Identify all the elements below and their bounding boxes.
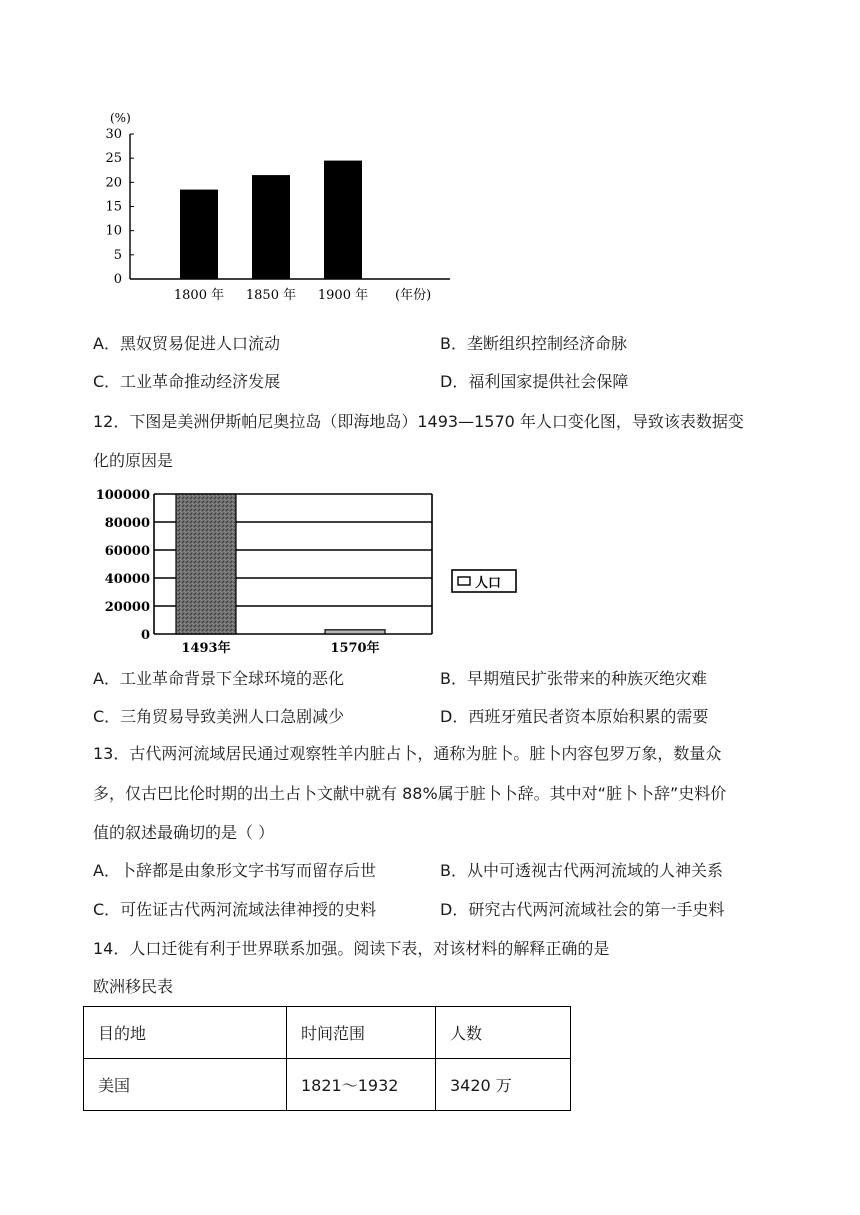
y-tick-label: 20000 [104,600,150,615]
table-row [84,1059,571,1111]
y-tick-label: 100000 [95,488,150,503]
bars [176,494,385,634]
bar [176,494,236,634]
y-tick-label: 10 [105,223,122,239]
y-tick-label: 0 [140,628,150,643]
x-tick-label: 1493年 [181,641,231,656]
x-tick-label: 1570年 [330,641,380,656]
x-unit-label: (年份) [395,288,432,303]
bar [324,161,362,279]
legend-label: 人口 [475,576,502,591]
bar [252,175,290,279]
x-axis-labels [174,287,368,303]
q13-option-a: A．卜辞都是由象形文字书写而留存后世 [93,861,376,880]
table-cell: 3420 万 [436,1059,571,1111]
y-tick-label: 30 [105,127,122,142]
y-tick-label: 15 [105,199,122,215]
table-header-cell: 目的地 [84,1007,287,1059]
table-cell: 1821～1932 [287,1059,436,1111]
q13-stem-line2: 多，仅古巴比伦时期的出土占卜文献中就有 88%属于脏卜卜辞。其中对“脏卜卜辞”史料价 [93,784,727,803]
y-tick-label: 5 [113,247,122,263]
q13-option-c: C．可佐证古代两河流域法律神授的史料 [93,900,377,919]
table-header-row [84,1007,571,1059]
q12-stem-line1: 12．下图是美洲伊斯帕尼奥拉岛（即海地岛）1493—1570 年人口变化图，导致该表数据变 [93,412,744,431]
q12-option-a: A．工业革命背景下全球环境的恶化 [93,669,344,688]
q11-option-c: C．工业革命推动经济发展 [93,372,281,391]
legend [452,570,516,592]
bars [180,161,362,279]
q13-option-d: D．研究古代两河流域社会的第一手史料 [440,900,725,919]
q14-stem: 14．人口迁徙有利于世界联系加强。阅读下表，对该材料的解释正确的是 [93,939,610,958]
y-tick-label: 40000 [104,572,150,587]
migration-table [83,1006,571,1111]
q11-option-b: B．垄断组织控制经济命脉 [440,334,627,353]
chart-unit-label: (%) [110,111,131,125]
y-tick-label: 60000 [104,544,150,559]
x-tick-label: 1850 年 [245,288,297,303]
q13-option-b: B．从中可透视古代两河流域的人神关系 [440,861,723,880]
x-tick-label: 1900 年 [317,288,369,303]
q12-option-b: B．早期殖民扩张带来的种族灭绝灾难 [440,669,707,688]
table-header-cell: 时间范围 [287,1007,436,1059]
y-tick-label: 0 [113,272,122,287]
percent-bar-chart [90,108,460,308]
q11-option-a: A．黑奴贸易促进人口流动 [93,334,280,353]
x-axis-labels [181,640,379,656]
population-bar-chart [90,486,530,658]
y-tick-label: 25 [105,151,122,167]
y-axis-ticks [96,488,150,643]
table-cell: 美国 [84,1059,287,1111]
y-tick-label: 20 [105,175,122,191]
bar [180,190,218,279]
table-header-cell: 人数 [436,1007,571,1059]
y-tick-label: 80000 [104,516,150,531]
q12-option-c: C．三角贸易导致美洲人口急剧减少 [93,707,345,726]
q13-stem-line1: 13．古代两河流域居民通过观察牲羊内脏占卜，通称为脏卜。脏卜内容包罗万象，数量众 [93,744,722,763]
q11-option-d: D．福利国家提供社会保障 [440,372,629,391]
q12-stem-line2: 化的原因是 [93,451,174,470]
bar [325,630,385,634]
x-tick-label: 1800 年 [173,288,225,303]
q13-stem-line3: 值的叙述最确切的是（ ） [93,823,275,842]
table-title: 欧洲移民表 [93,977,174,996]
legend-swatch [458,577,470,585]
q12-option-d: D．西班牙殖民者资本原始积累的需要 [440,707,709,726]
